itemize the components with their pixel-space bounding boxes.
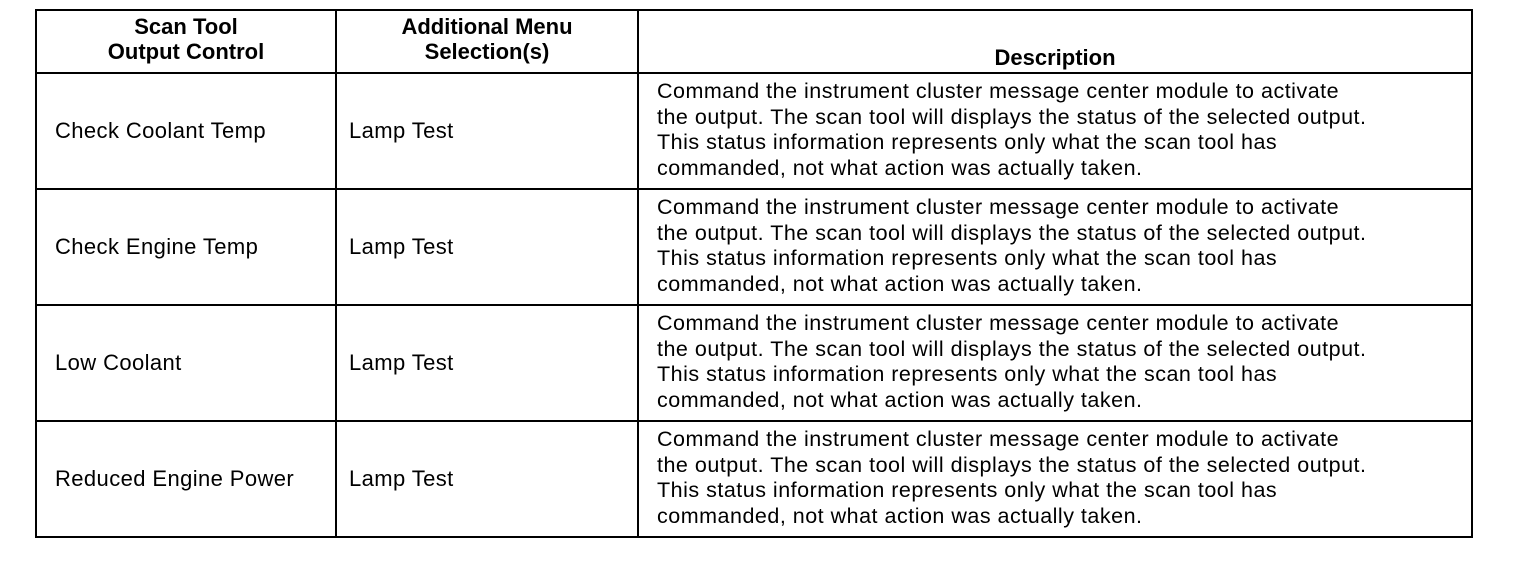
cell-output-control: Check Coolant Temp (36, 73, 336, 189)
header-menu-selection-line-1: Additional Menu (401, 14, 573, 39)
header-menu-selection (336, 10, 638, 73)
description-line: the output. The scan tool will displays the status of the selected output. (657, 220, 1367, 245)
table-row (36, 421, 1472, 537)
description-line: This status information represents only what the scan tool has (657, 130, 1278, 154)
description-line: This status information represents only what the scan tool has (657, 362, 1278, 386)
description-line: Command the instrument cluster message center module to activate (657, 79, 1340, 103)
description-line: the output. The scan tool will displays the status of the selected output. (657, 104, 1367, 129)
table-row (36, 305, 1472, 421)
cell-menu-selection: Lamp Test (336, 189, 638, 305)
description-line: commanded, not what action was actually taken. (657, 387, 1143, 412)
table-body (36, 73, 1472, 537)
output-control-table (35, 9, 1473, 538)
table-header (36, 10, 1472, 73)
table-row (36, 189, 1472, 305)
header-description: Description (638, 10, 1472, 73)
output-control-table-container (35, 9, 1471, 538)
table-row (36, 73, 1472, 189)
description-line: commanded, not what action was actually taken. (657, 155, 1143, 180)
description-line: commanded, not what action was actually taken. (657, 503, 1143, 528)
header-menu-selection-line-2: Selection(s) (424, 39, 550, 64)
header-output-control (36, 10, 336, 73)
cell-output-control: Check Engine Temp (36, 189, 336, 305)
description-line: Command the instrument cluster message center module to activate (657, 311, 1340, 335)
cell-description (638, 421, 1472, 537)
cell-description (638, 73, 1472, 189)
header-output-control-line-1: Scan Tool (134, 14, 238, 39)
cell-menu-selection: Lamp Test (336, 421, 638, 537)
header-output-control-line-2: Output Control (107, 39, 265, 64)
header-row (36, 10, 1472, 73)
description-line: Command the instrument cluster message center module to activate (657, 427, 1340, 451)
cell-description (638, 305, 1472, 421)
description-line: the output. The scan tool will displays the status of the selected output. (657, 336, 1367, 361)
cell-output-control: Low Coolant (36, 305, 336, 421)
description-line: commanded, not what action was actually taken. (657, 271, 1143, 296)
description-line: This status information represents only what the scan tool has (657, 246, 1278, 270)
description-line: This status information represents only what the scan tool has (657, 478, 1278, 502)
cell-output-control: Reduced Engine Power (36, 421, 336, 537)
cell-menu-selection: Lamp Test (336, 305, 638, 421)
description-line: Command the instrument cluster message center module to activate (657, 195, 1340, 219)
cell-description (638, 189, 1472, 305)
description-line: the output. The scan tool will displays the status of the selected output. (657, 452, 1367, 477)
cell-menu-selection: Lamp Test (336, 73, 638, 189)
